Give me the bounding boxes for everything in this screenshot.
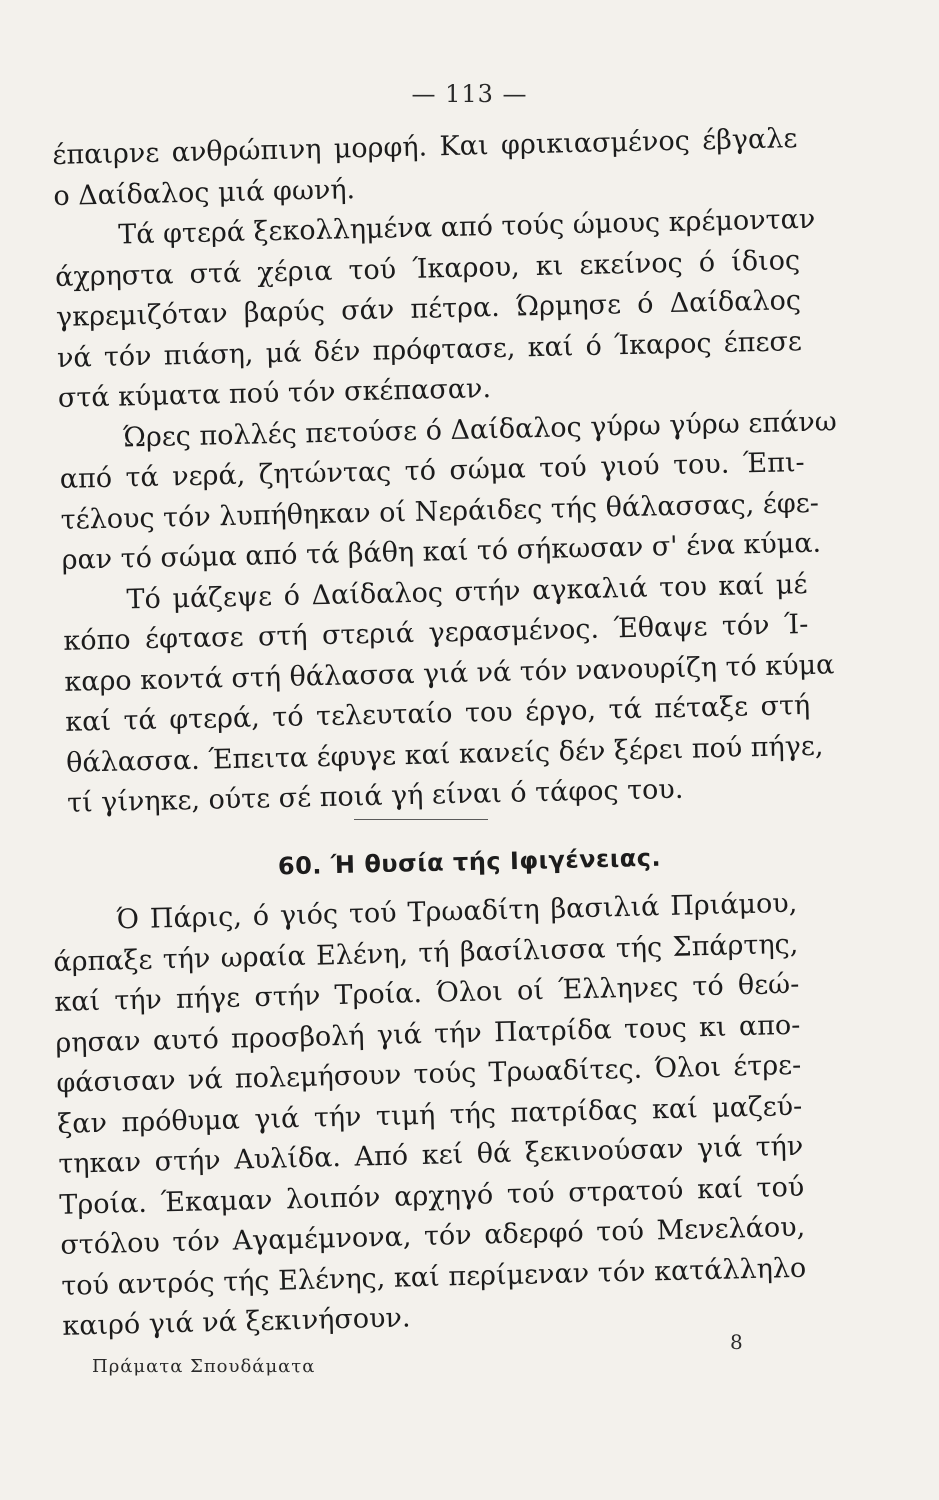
text-line: ο Δαίδαλος μιά φωνή. (53, 173, 356, 212)
text-line: τού αντρός τής Ελένης, καί περίμεναν τόν κατάλληλο (61, 1252, 807, 1302)
text-line: από τά νερά, ζητώντας τό σώμα τού γιού του. Έπι- (59, 447, 805, 495)
text-line: Τό μάζεψε ό Δαίδαλος στήν αγκαλιά του καί μέ (126, 568, 808, 615)
story-continuation-text (52, 119, 838, 824)
text-line: γκρεμιζόταν βαρύς σάν πέτρα. Ώρμησε ό Δαίδαλος (55, 285, 802, 333)
text-line: ξαν πρόθυμα γιά τήν τιμή τής πατρίδας καί μαζεύ- (57, 1090, 803, 1140)
section-divider (354, 819, 488, 820)
text-line: Τροία. Έκαμαν λοιπόν αρχηγό τού στρατού καί τού (59, 1171, 805, 1221)
text-line: κόπο έφτασε στή στεριά γερασμένος. Έθαψε τόν Ί- (63, 608, 809, 657)
text-line: έπαιρνε ανθρώπινη μορφή. Και φρικιασμένος έβγαλε (52, 123, 798, 171)
text-line: ρησαν αυτό προσβολή γιά τήν Πατρίδα τους κι απο- (55, 1009, 801, 1059)
text-line: καί τά φτερά, τό τελευταίο του έργο, τά πέταξε στή (64, 689, 811, 738)
text-line: τί γίνηκε, ούτε σέ ποιά γή είναι ό τάφος του. (66, 773, 684, 819)
text-line: νά τόν πιάση, μά δέν πρόφτασε, καί ό Ίκαρος έπεσε (56, 325, 803, 374)
text-line: καιρό γιά νά ξεκινήσουν. (61, 1302, 411, 1342)
page-number: — 113 — (411, 80, 528, 108)
text-line: Ό Πάρις, ό γιός τού Τρωαδίτη βασιλιά Πριάμου, (116, 887, 798, 936)
text-line: τέλους τόν λυπήθηκαν οί Νεράιδες τής θάλασσας, έφε- (60, 487, 820, 536)
text-line: Ώρες πολλές πετούσε ό Δαίδαλος γύρω γύρω επάνω (122, 405, 838, 453)
footer-book-title: Πράματα Σπουδάματα (92, 1356, 316, 1377)
text-line: ραν τό σώμα από τά βάθη καί τό σήκωσαν σ' ένα κύμα. (61, 527, 822, 576)
text-line: φάσισαν νά πολεμήσουν τούς Τρωαδίτες. Όλοι έτρε- (56, 1049, 802, 1099)
text-line: τηκαν στήν Αυλίδα. Από κεί θά ξεκινούσαν γιά τήν (58, 1130, 804, 1180)
text-line: άρπαξε τήν ωραία Ελένη, τή βασίλισσα τής Σπάρτης, (53, 928, 799, 978)
text-line: θάλασσα. Έπειτα έφυγε καί κανείς δέν ξέρει πού πήγε, (65, 730, 824, 779)
text-line: καρο κοντά στή θάλασσα γιά νά τόν νανουρίζη τό κύμα (64, 648, 835, 698)
text-line: καί τήν πήγε στήν Τροία. Όλοι οί Έλληνες τό θεώ- (54, 968, 800, 1018)
section-body-text (52, 884, 808, 1348)
text-line: άχρηστα στά χέρια τού Ίκαρου, κι εκείνος ό ίδιος (54, 244, 801, 293)
printer-signature-number: 8 (730, 1330, 743, 1354)
section-heading: 60. Ή θυσία τής Ιφιγένειας. (277, 843, 662, 881)
text-line: στόλου τόν Αγαμέμνονα, τόν αδερφό τού Μενελάου, (60, 1211, 806, 1261)
text-line: στά κύματα πού τόν σκέπασαν. (57, 373, 492, 414)
text-line: Τά φτερά ξεκολλημένα από τούς ώμους κρέμονταν (117, 203, 816, 251)
